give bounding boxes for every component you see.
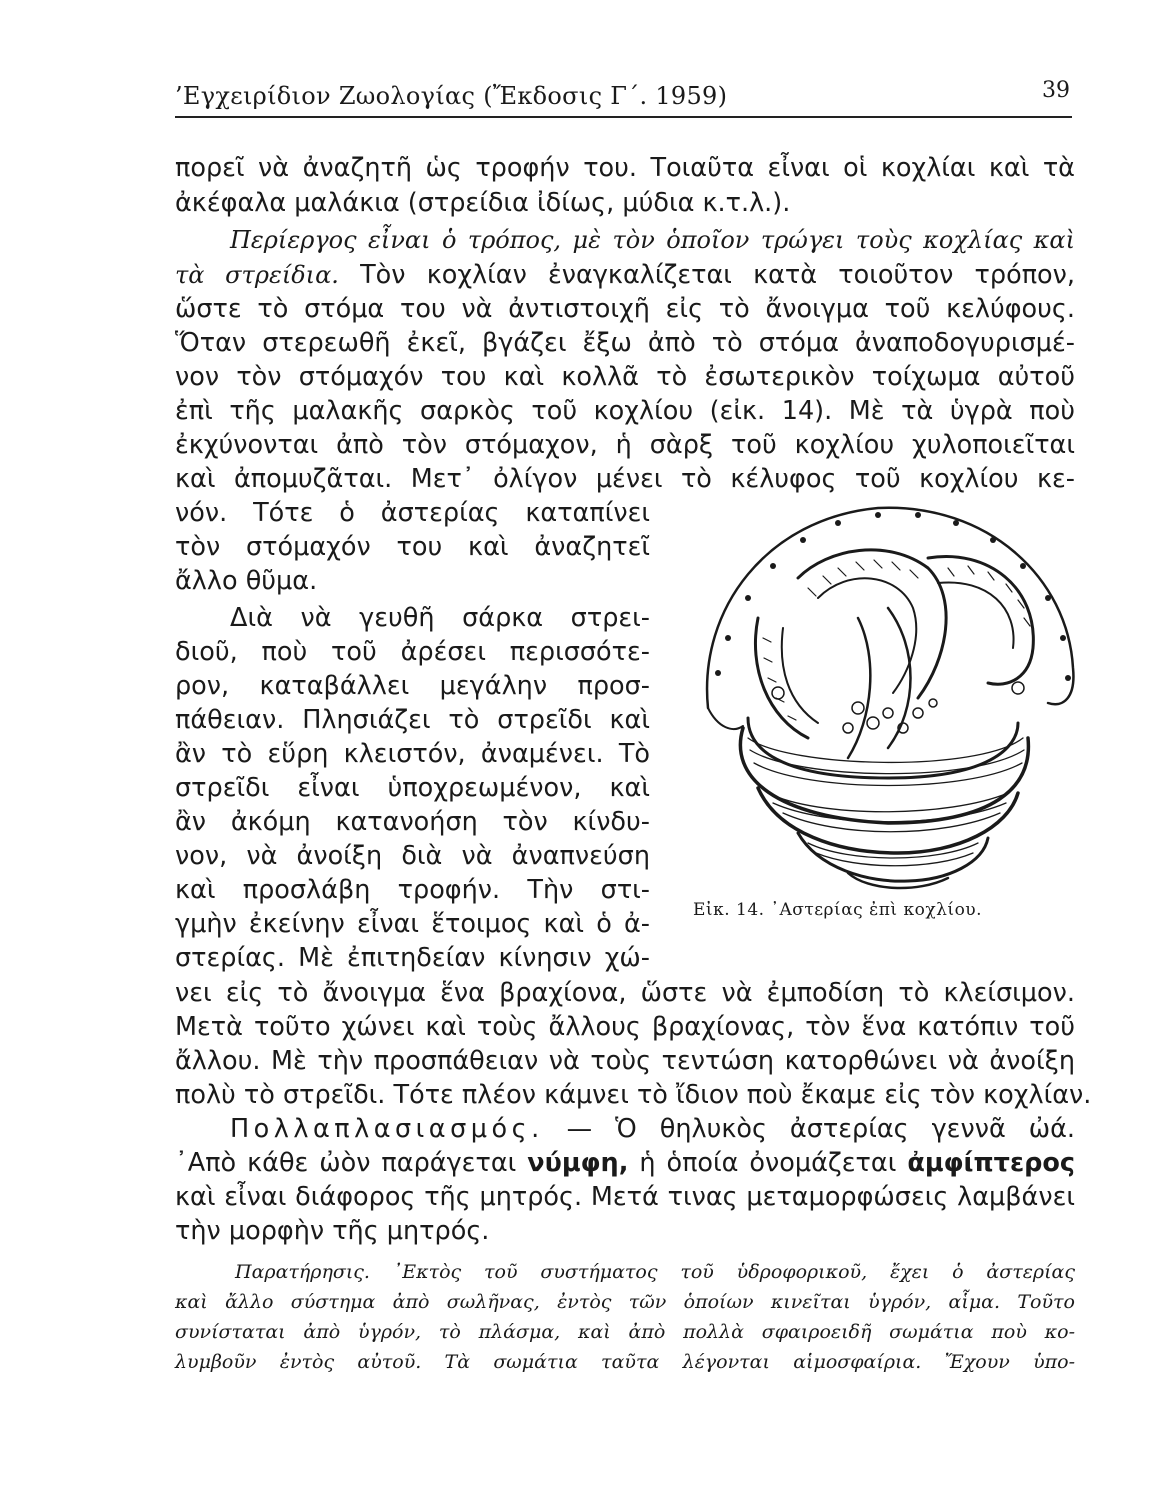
text-line: καὶ προσλάβη τροφήν. Τὴν στι- xyxy=(175,875,650,905)
text-line: Διὰ νὰ γευθῆ σάρκα στρει- xyxy=(230,603,650,633)
text-line: καὶ ἀπομυζᾶται. Μετ᾽ ὀλίγον μένει τὸ κέλυφος τοῦ κοχλίου κε- xyxy=(175,464,1075,494)
bold-term: νύμφη, xyxy=(527,1148,629,1178)
text-line: ἂν τὸ εὕρη κλειστόν, ἀναμένει. Τὸ xyxy=(175,739,650,769)
text-line: στρεῖδι εἶναι ὑποχρεωμένον, καὶ xyxy=(175,773,650,803)
note-line: Παρατήρησις. ᾽Εκτὸς τοῦ συστήματος τοῦ ὑδροφορικοῦ, ἔχει ὁ ἀστερίας xyxy=(235,1261,1075,1283)
text-phrase: ᾽Απὸ κάθε ὠὸν παράγεται xyxy=(175,1148,517,1178)
note-line: συνίσταται ἀπὸ ὑγρόν, τὸ πλάσμα, καὶ ἀπὸ πολλὰ σφαιροειδῆ σωμάτια ποὺ κο- xyxy=(175,1321,1075,1343)
text-line: ρον, καταβάλλει μεγάλην προσ- xyxy=(175,671,650,701)
text-line: ἐκχύνονται ἀπὸ τὸν στόμαχον, ἡ σὰρξ τοῦ κοχλίου χυλοποιεῖται xyxy=(175,430,1075,460)
text-line: ἄλλο θῦμα. xyxy=(175,566,318,596)
note-line: λυμβοῦν ἐντὸς αὐτοῦ. Τὰ σωμάτια ταῦτα λέγονται αἱμοσφαίρια. Ἔχουν ὑπο- xyxy=(175,1351,1075,1373)
text-line: ἄλλου. Μὲ τὴν προσπάθειαν νὰ τοὺς τεντώση κατορθώνει νὰ ἀνοίξη xyxy=(175,1046,1075,1076)
text-line xyxy=(175,259,1075,291)
running-header xyxy=(175,78,1072,118)
text-line: ἀκέφαλα μαλάκια (στρείδια ἰδίως, μύδια κ.τ.λ.). xyxy=(175,188,791,218)
text-line: διοῦ, ποὺ τοῦ ἀρέσει περισσότε- xyxy=(175,637,650,667)
italic-phrase: τὰ στρείδια. xyxy=(175,261,339,289)
text-line: νει εἰς τὸ ἄνοιγμα ἕνα βραχίονα, ὥστε νὰ ἐμποδίση τὸ κλείσιμον. xyxy=(175,978,1075,1008)
text-line: ὥστε τὸ στόμα του νὰ ἀντιστοιχῆ εἰς τὸ ἄνοιγμα τοῦ κελύφους. xyxy=(175,294,1075,324)
text-line: τὸν στόμαχόν του καὶ ἀναζητεῖ xyxy=(175,532,650,562)
text-line: ἂν ἀκόμη κατανοήση τὸν κίνδυ- xyxy=(175,807,650,837)
page-number: 39 xyxy=(1042,78,1070,103)
text-line: τὴν μορφὴν τῆς μητρός. xyxy=(175,1216,490,1246)
text-line: γμὴν ἐκείνην εἶναι ἕτοιμος καὶ ὁ ἀ- xyxy=(175,909,650,939)
note-line: καὶ ἄλλο σύστημα ἀπὸ σωλῆνας, ἐντὸς τῶν ὁποίων κινεῖται ὑγρόν, αἷμα. Τοῦτο xyxy=(175,1291,1075,1313)
text-line: πορεῖ νὰ ἀναζητῆ ὡς τροφήν του. Τοιαῦτα εἶναι οἱ κοχλίαι καὶ τὰ xyxy=(175,153,1075,183)
text-line: Ὅταν στερεωθῆ ἐκεῖ, βγάζει ἔξω ἀπὸ τὸ στόμα ἀναποδογυρισμέ- xyxy=(175,328,1075,358)
text-line: νον, νὰ ἀνοίξη διὰ νὰ ἀναπνεύση xyxy=(175,841,650,871)
text-phrase: Τὸν κοχλίαν ἐναγκαλίζεται κατὰ τοιοῦτον τρόπον, xyxy=(360,260,1076,290)
text-line: στερίας. Μὲ ἐπιτηδείαν κίνησιν χώ- xyxy=(175,943,650,973)
text-line: νον τὸν στόμαχόν του καὶ κολλᾶ τὸ ἐσωτερικὸν τοίχωμα αὐτοῦ xyxy=(175,362,1075,392)
header-title: ’Εγχειρίδιον Ζωολογίας (Ἔκδοσις Γ΄. 1959) xyxy=(175,82,728,110)
section-heading: Πολλαπλασιασμός. xyxy=(230,1114,544,1144)
starfish-on-snail-illustration xyxy=(688,488,1078,898)
text-line: ἐπὶ τῆς μαλακῆς σαρκὸς τοῦ κοχλίου (εἰκ. 14). Μὲ τὰ ὑγρὰ ποὺ xyxy=(175,396,1075,426)
text-line: Μετὰ τοῦτο χώνει καὶ τοὺς ἄλλους βραχίονας, τὸν ἕνα κατόπιν τοῦ xyxy=(175,1012,1075,1042)
text-phrase: — Ὁ θηλυκὸς ἀστερίας γεννᾶ ὠά. xyxy=(566,1114,1076,1144)
text-line xyxy=(175,1113,1075,1145)
text-line xyxy=(175,1147,1075,1179)
text-line: πολὺ τὸ στρεῖδι. Τότε πλέον κάμνει τὸ ἴδιον ποὺ ἔκαμε εἰς τὸν κοχλίαν. xyxy=(175,1080,1092,1110)
text-line: Περίεργος εἶναι ὁ τρόπος, μὲ τὸν ὁποῖον τρώγει τοὺς κοχλίας καὶ xyxy=(230,226,1075,254)
text-line: νόν. Τότε ὁ ἀστερίας καταπίνει xyxy=(175,498,650,528)
text-line: πάθειαν. Πλησιάζει τὸ στρεῖδι καὶ xyxy=(175,705,650,735)
figure-caption: Εἰκ. 14. ᾽Αστερίας ἐπὶ κοχλίου. xyxy=(693,900,983,920)
bold-term: ἀμφίπτερος xyxy=(907,1148,1076,1178)
text-line: καὶ εἶναι διάφορος τῆς μητρός. Μετά τινας μεταμορφώσεις λαμβάνει xyxy=(175,1182,1075,1212)
text-phrase: ἡ ὁποία ὀνομάζεται xyxy=(639,1148,897,1178)
